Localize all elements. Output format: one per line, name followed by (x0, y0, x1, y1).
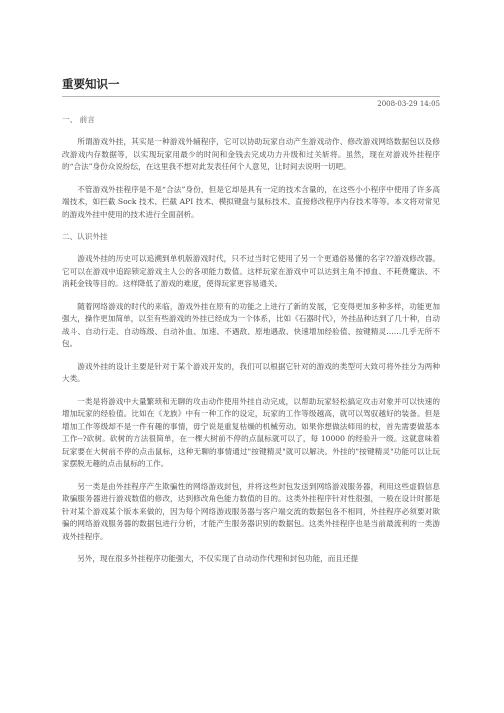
paragraph: 所谓游戏外挂，其实是一种游戏外辅程序，它可以协助玩家自动产生游戏动作、修改游戏网络数据包以及修改游戏内存数据等，以实现玩家用最少的时间和金钱去完成功力升级和过关斩将。虽然，现在对游戏外挂程序的“合法”身份众说纷纭，在这里我不想对此发表任何个人意见，让时间去说明一切吧。 (62, 137, 440, 171)
article-title: 重要知识一 (62, 77, 120, 91)
section-heading-understanding: 二、认识外挂 (62, 232, 108, 241)
article-date: 2008-03-29 14:05 (377, 100, 440, 108)
paragraph: 游戏外挂的设计主要是针对于某个游戏开发的，我们可以根据它针对的游戏的类型可大致可将外挂分为两种大类。 (62, 361, 440, 383)
paragraph: 游戏外挂的历史可以追溯到单机版游戏时代，只不过当时它使用了另一个更通俗易懂的名字??游戏修改器。它可以在游戏中追踪锁定游戏主人公的各项能力数值。这样玩家在游戏中可以达到主角不掉血、不耗费魔法、不消耗金钱等目的。这样降低了游戏的难度，使得玩家更容易通关。 (62, 254, 440, 288)
article-body (62, 114, 440, 576)
paragraph: 另外，现在很多外挂程序功能强大，不仅实现了自动动作代理和封包功能，而且还提 (77, 554, 359, 563)
title-divider (62, 96, 440, 97)
paragraph: 不管游戏外挂程序是不是“合法”身份，但是它却是具有一定的技术含量的，在这些小小程序中使用了许多高端技术，如拦截 Sock 技术、拦截 API 技术、模拟键盘与鼠标技术、直接修改程序内存技术等等。本文将对常见的游戏外挂中使用的技术进行全面剖析。 (62, 184, 440, 219)
section-heading-preface: 一、 前言 (62, 115, 95, 124)
paragraph: 一类是将游戏中大量繁琐和无聊的攻击动作使用外挂自动完成，以帮助玩家轻松搞定攻击对象并可以快速的增加玩家的经验值。比如在《龙族》中有一种工作的设定，玩家的工作等级越高，就可以驾驭越好的装备。但是增加工作等级却不是一件有趣的事情，毋宁说是重复枯燥的机械劳动。如果你想做法师用的杖，首先需要做基本工作--?砍树。砍树的方法很简单，在一棵大树前不停的点鼠标就可以了，每 10000 的经验升一级。这就意味着玩家要在大树前不停的点击鼠标，这种无聊的事情通过"按键精灵"就可以解决。外挂的"按键精灵"功能可以让玩家摆脱无趣的点击鼠标的工作。 (62, 396, 440, 468)
paragraph: 随着网络游戏的时代的来临，游戏外挂在原有的功能之上进行了新的发展，它变得更加多种多样，功能更加强大，操作更加简单，以至有些游戏的外挂已经成为一个体系，比如《石器时代》，外挂品种达到了几十种，自动战斗、自动行走、自动练级、自动补血、加速、不遇敌、原地遇敌、快速增加经验值、按键精灵……几乎无所不包。 (62, 301, 440, 348)
paragraph: 另一类是由外挂程序产生欺骗性的网络游戏封包，并将这些封包发送到网络游戏服务器，利用这些虚假信息欺骗服务器进行游戏数值的修改，达到修改角色能力数值的目的。这类外挂程序针对性很强，一般在设计时都是针对某个游戏某个版本来做的，因为每个网络游戏服务器与客户端交流的数据包各不相同，外挂程序必须要对欺骗的网络游戏服务器的数据包进行分析，才能产生服务器识别的数据包。这类外挂程序也是当前最流利的一类游戏外挂程序。 (62, 481, 440, 541)
